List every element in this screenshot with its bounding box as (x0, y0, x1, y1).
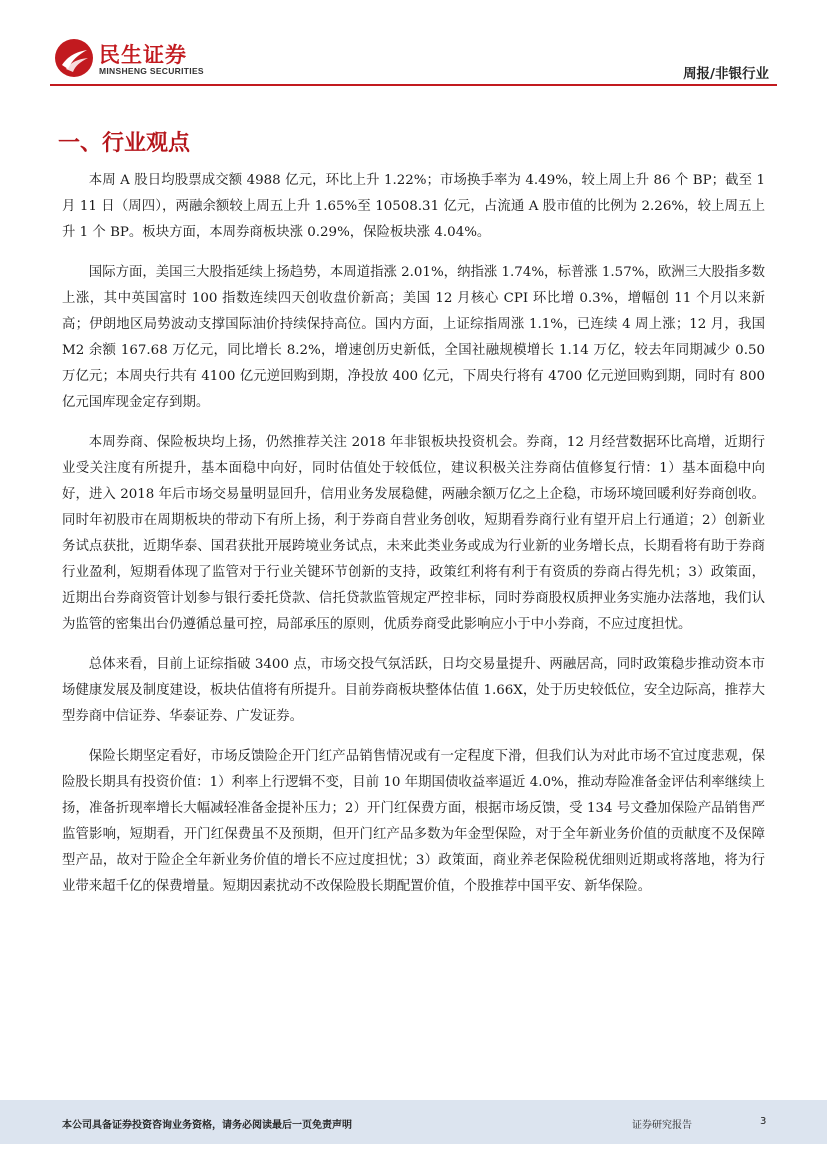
minsheng-logo-icon (54, 38, 94, 78)
paragraph-weekly-market: 本周 A 股日均股票成交额 4988 亿元，环比上升 1.22%；市场换手率为 4.49%，较上周上升 86 个 BP；截至 1 月 11 日（周四），两融余额较上周五上升 1.65%至 10508.31 亿元，占流通 A 股市值的比例为 2.26%，较上周五上升 1 个 BP。板块方面，本周券商板块涨 0.29%，保险板块涨 4.04%。 (62, 173, 765, 240)
paragraph-insurance: 保险长期坚定看好，市场反馈险企开门红产品销售情况或有一定程度下滑，但我们认为对此市场不宜过度悲观，保险股长期具有投资价值：1）利率上行逻辑不变，目前 10 年期国债收益率逼近 4.0%，推动寿险准备金评估利率继续上扬，准备折现率增长大幅减轻准备金提补压力；2）开门红保费方面，根据市场反馈，受 134 号文叠加保险产品销售严监管影响，短期看，开门红保费虽不及预期，但开门红产品多数为年金型保险，对于全年新业务价值的贡献度不及保障型产品，故对于险企全年新业务价值的增长不应过度担忧；3）政策面，商业养老保险税优细则近期或将落地，将为行业带来超千亿的保费增量。短期因素扰动不改保险股长期配置价值，个股推荐中国平安、新华保险。 (62, 749, 765, 894)
footer-disclaimer: 本公司具备证券投资咨询业务资格，请务必阅读最后一页免责声明 (62, 1120, 352, 1131)
company-logo (54, 38, 214, 78)
paragraph-summary: 总体来看，目前上证综指破 3400 点，市场交投气氛活跃，日均交易量提升、两融居高，同时政策稳步推动资本市场健康发展及制度建设，板块估值将有所提升。目前券商板块整体估值 1.66X，处于历史较低位，安全边际高，推荐大型券商中信证券、华泰证券、广发证券。 (62, 657, 765, 724)
header-divider (50, 84, 777, 86)
page-number: 3 (760, 1116, 767, 1127)
section-title: 一、行业观点 (58, 131, 191, 156)
paragraph-brokerage: 本周券商、保险板块均上扬，仍然推荐关注 2018 年非银板块投资机会。券商，12 月经营数据环比高增，近期行业受关注度有所提升，基本面稳中向好，同时估值处于较低位，建议积极关注券商估值修复行情：1）基本面稳中向好，进入 2018 年后市场交易量明显回升，信用业务发展稳健，两融余额万亿之上企稳，市场环境回暖利好券商创收。同时年初股市在周期板块的带动下有所上扬，利于券商自营业务创收，短期看券商行业有望开启上行通道；2）创新业务试点获批，近期华泰、国君获批开展跨境业务试点，未来此类业务或成为行业新的业务增长点，长期看将有助于券商行业盈利，短期看体现了监管对于行业关键环节创新的支持，政策红利将有利于有资质的券商占得先机；3）政策面，近期出台券商资管计划参与银行委托贷款、信托贷款监管规定严控非标，同时券商股权质押业务实施办法落地，我们认为监管的密集出台仍遵循总量可控，局部承压的原则，优质券商受此影响应小于中小券商，不应过度担忧。 (62, 435, 765, 632)
paragraph-macro: 国际方面，美国三大股指延续上扬趋势，本周道指涨 2.01%，纳指涨 1.74%，标普涨 1.57%，欧洲三大股指多数上涨，其中英国富时 100 指数连续四天创收盘价新高；美国 12 月核心 CPI 环比增 0.3%，增幅创 11 个月以来新高；伊朗地区局势波动支撑国际油价持续保持高位。国内方面，上证综指周涨 1.1%，已连续 4 周上涨；12 月，我国 M2 余额 167.68 万亿元，同比增长 8.2%，增速创历史新低，全国社融规模增长 1.14 万亿，较去年同期减少 0.50 万亿元；本周央行共有 4100 亿元逆回购到期，净投放 400 亿元，下周央行将有 4700 亿元逆回购到期，同时有 800 亿元国库现金定存到期。 (62, 265, 765, 410)
page-header (0, 0, 827, 90)
logo-english-name: MINSHENG SECURITIES (99, 66, 204, 76)
report-type: 周报/非银行业 (683, 66, 769, 82)
logo-chinese-name: 民生证券 (99, 43, 187, 67)
page-footer (0, 1100, 827, 1144)
footer-report-label: 证券研究报告 (632, 1120, 692, 1131)
body-content (62, 168, 765, 914)
